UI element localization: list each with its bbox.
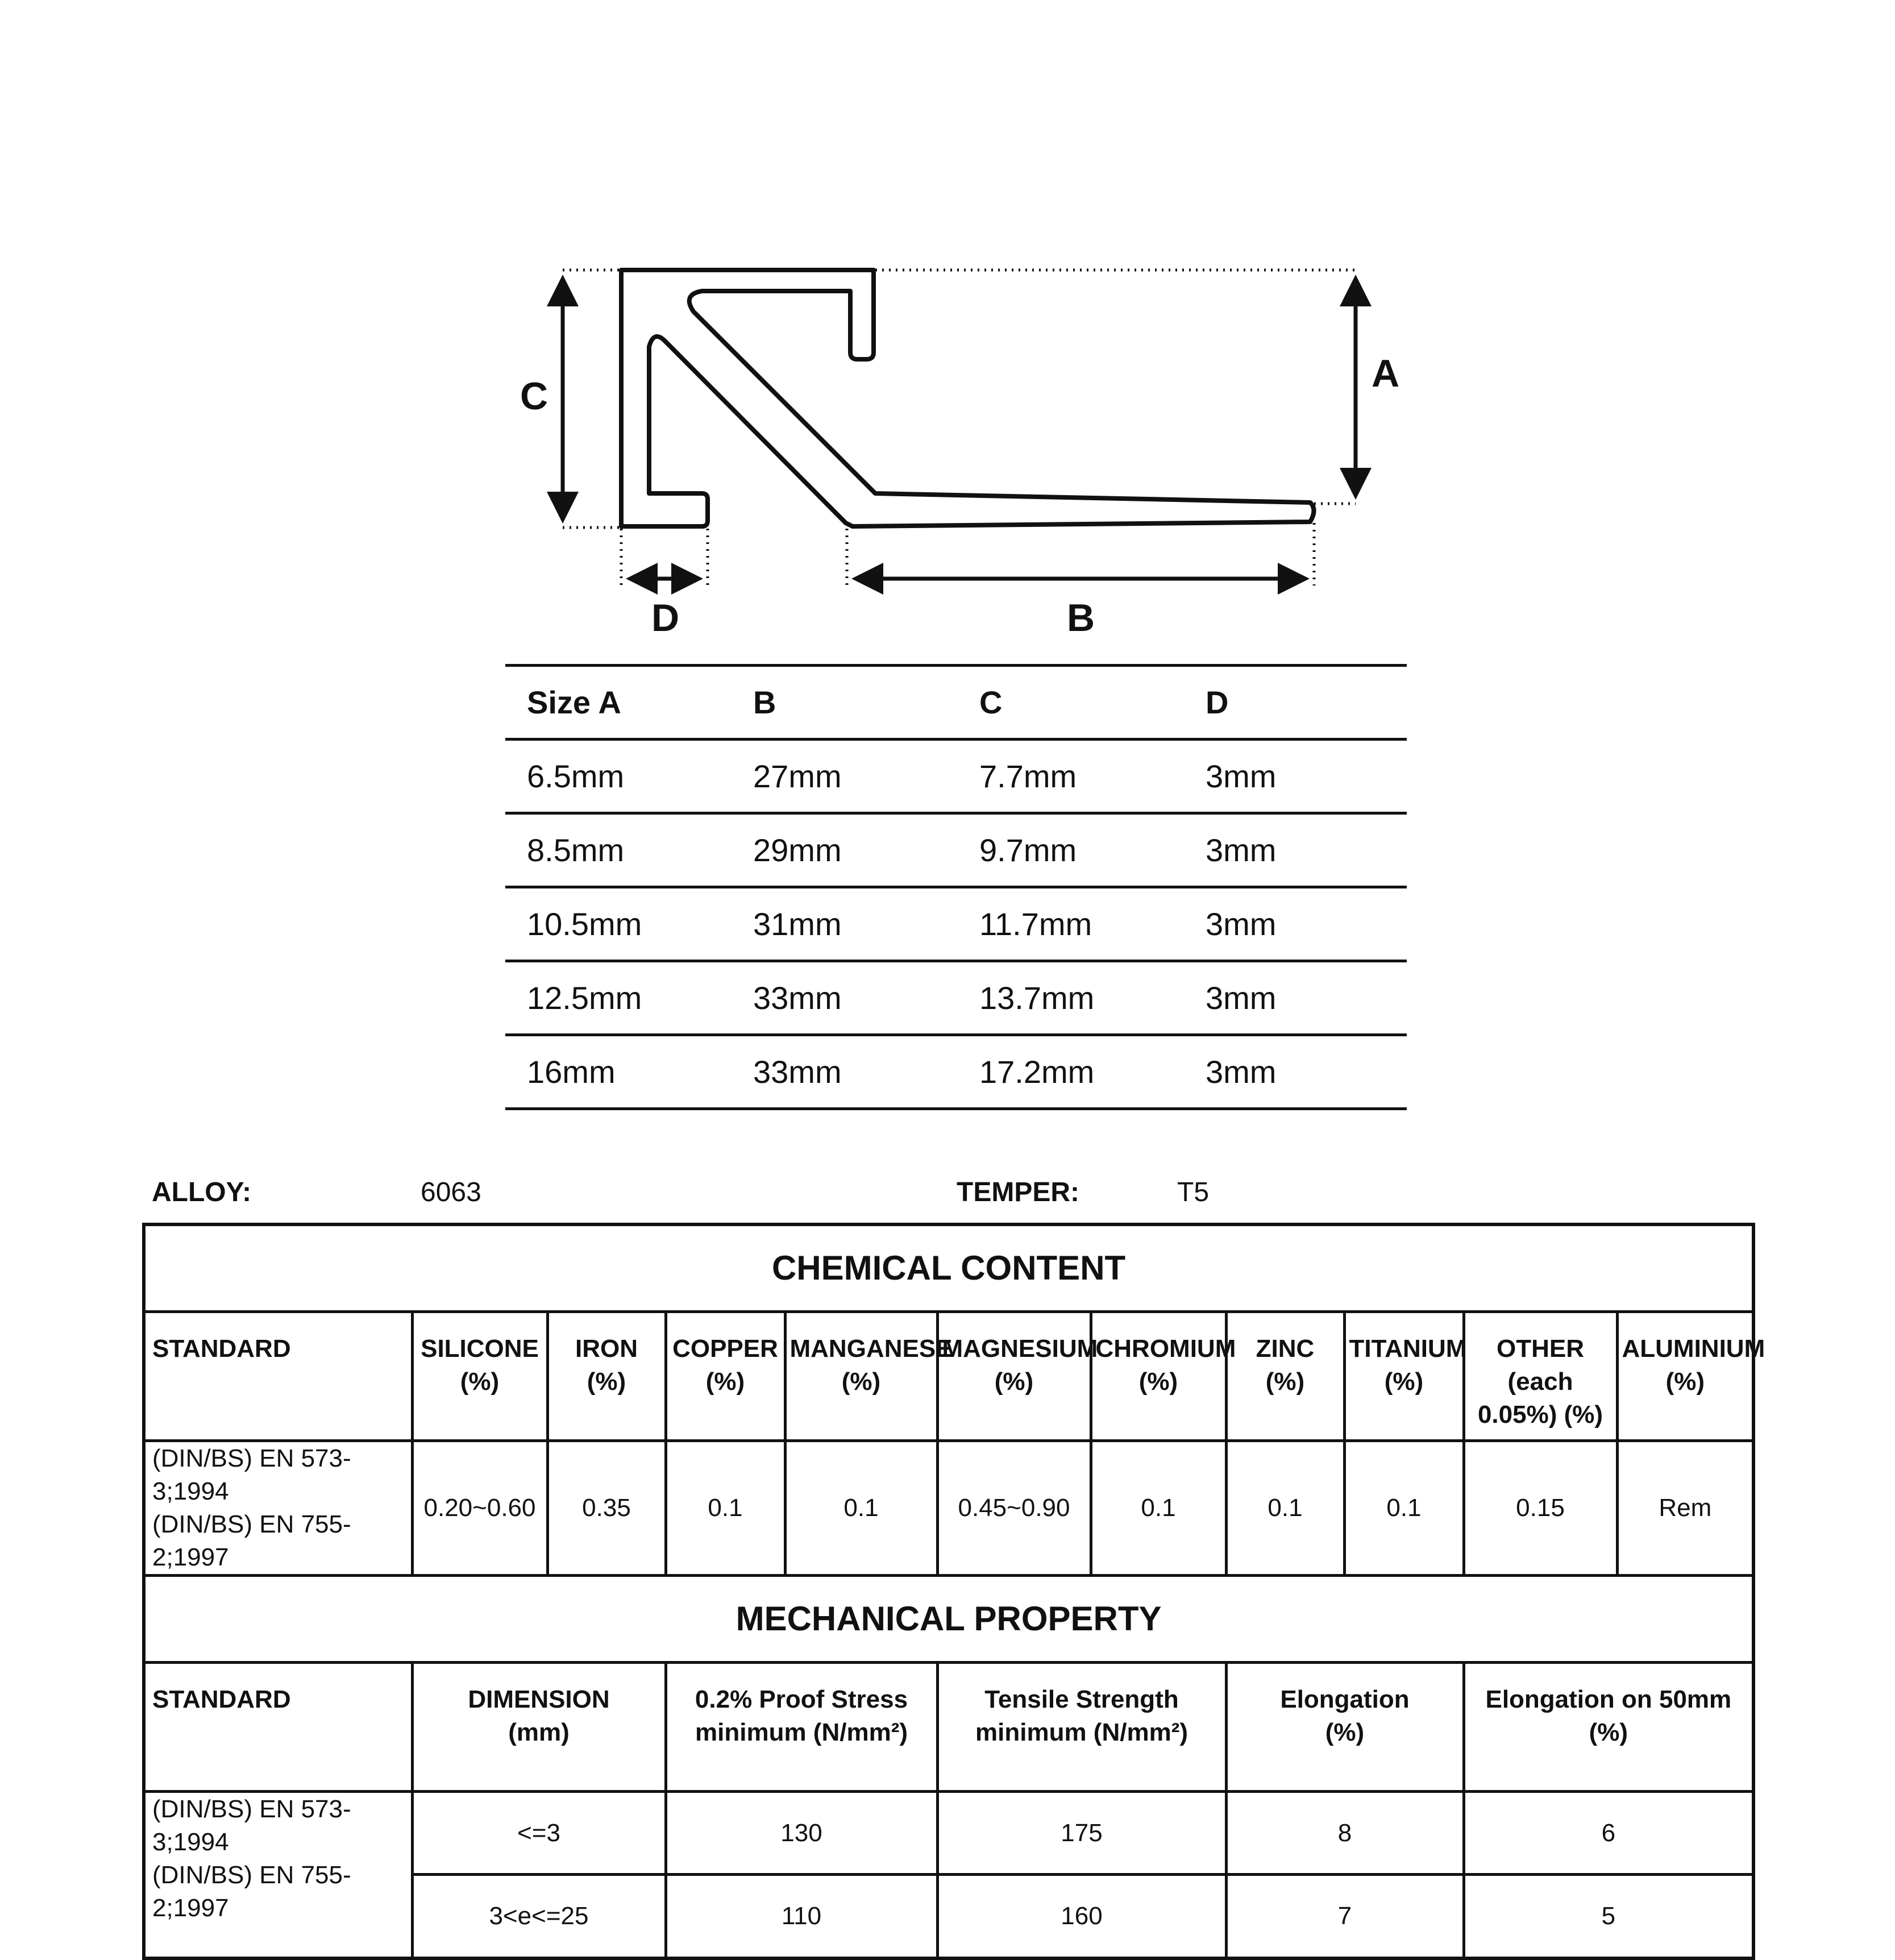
cell-d: 3mm [1184, 740, 1407, 813]
chemical-standard-cell: (DIN/BS) EN 573-3;1994 (DIN/BS) EN 755-2;1997 [144, 1441, 412, 1576]
cell-d: 3mm [1184, 961, 1407, 1035]
cell-size-a: 10.5mm [505, 887, 732, 961]
header-silicone: SILICONE (%) [412, 1312, 547, 1441]
cell-c: 7.7mm [958, 740, 1184, 813]
header-b: B [732, 666, 958, 740]
value-proof-stress: 110 [666, 1875, 937, 1958]
spec-table [142, 1223, 1765, 1960]
header-chromium: CHROMIUM (%) [1091, 1312, 1226, 1441]
cell-d: 3mm [1184, 1035, 1407, 1109]
size-table [505, 664, 1407, 1110]
cell-b: 31mm [732, 887, 958, 961]
value-copper: 0.1 [666, 1441, 785, 1576]
table-row [505, 1035, 1407, 1109]
table-row [505, 813, 1407, 887]
chemical-value-row [144, 1441, 1753, 1576]
alloy-label: ALLOY: [152, 1177, 252, 1207]
value-dimension: <=3 [412, 1792, 666, 1875]
value-elongation-50mm: 6 [1464, 1792, 1753, 1875]
header-dimension: DIMENSION (mm) [412, 1663, 666, 1792]
value-elongation-50mm: 5 [1464, 1875, 1753, 1958]
chemical-standard-header: STANDARD [144, 1312, 412, 1441]
cell-size-a: 6.5mm [505, 740, 732, 813]
label-c: C [520, 375, 548, 418]
mechanical-value-row [144, 1792, 1753, 1875]
mechanical-property-title: MECHANICAL PROPERTY [144, 1576, 1753, 1663]
value-tensile-strength: 175 [937, 1792, 1226, 1875]
header-proof-stress: 0.2% Proof Stress minimum (N/mm²) [666, 1663, 937, 1792]
label-b: B [1067, 596, 1095, 640]
chemical-content-title: CHEMICAL CONTENT [144, 1224, 1753, 1312]
cell-c: 13.7mm [958, 961, 1184, 1035]
value-elongation: 7 [1226, 1875, 1464, 1958]
header-elongation: Elongation (%) [1226, 1663, 1464, 1792]
temper-value: T5 [1177, 1177, 1210, 1207]
value-magnesium: 0.45~0.90 [937, 1441, 1091, 1576]
header-manganese: MANGANESE (%) [785, 1312, 937, 1441]
profile-outline [621, 270, 1314, 526]
profile-diagram [0, 0, 1895, 654]
header-titanium: TITANIUM (%) [1344, 1312, 1464, 1441]
header-tensile-strength: Tensile Strength minimum (N/mm²) [937, 1663, 1226, 1792]
header-iron: IRON (%) [547, 1312, 666, 1441]
value-zinc: 0.1 [1226, 1441, 1344, 1576]
table-row [505, 887, 1407, 961]
header-other: OTHER (each 0.05%) (%) [1464, 1312, 1617, 1441]
header-c: C [958, 666, 1184, 740]
value-elongation: 8 [1226, 1792, 1464, 1875]
cell-size-a: 8.5mm [505, 813, 732, 887]
alloy-value: 6063 [421, 1177, 481, 1207]
value-manganese: 0.1 [785, 1441, 937, 1576]
header-copper: COPPER (%) [666, 1312, 785, 1441]
size-table-header [505, 666, 1407, 740]
chemical-header-row [144, 1312, 1753, 1441]
cell-d: 3mm [1184, 887, 1407, 961]
value-aluminium: Rem [1617, 1441, 1753, 1576]
extension-lines [563, 270, 1356, 585]
cell-c: 9.7mm [958, 813, 1184, 887]
cell-b: 27mm [732, 740, 958, 813]
value-tensile-strength: 160 [937, 1875, 1226, 1958]
cell-b: 33mm [732, 1035, 958, 1109]
cell-b: 29mm [732, 813, 958, 887]
header-zinc: ZINC (%) [1226, 1312, 1344, 1441]
value-silicone: 0.20~0.60 [412, 1441, 547, 1576]
value-dimension: 3<e<=25 [412, 1875, 666, 1958]
value-chromium: 0.1 [1091, 1441, 1226, 1576]
mechanical-standard-header: STANDARD [144, 1663, 412, 1792]
cell-size-a: 16mm [505, 1035, 732, 1109]
value-iron: 0.35 [547, 1441, 666, 1576]
mechanical-header-row [144, 1663, 1753, 1792]
label-a: A [1372, 352, 1400, 395]
label-d: D [651, 596, 680, 640]
header-aluminium: ALUMINIUM (%) [1617, 1312, 1753, 1441]
header-magnesium: MAGNESIUM (%) [937, 1312, 1091, 1441]
table-row [505, 740, 1407, 813]
header-size-a: Size A [505, 666, 732, 740]
value-titanium: 0.1 [1344, 1441, 1464, 1576]
mechanical-standard-cell: (DIN/BS) EN 573-3;1994 (DIN/BS) EN 755-2;1997 [144, 1792, 412, 1959]
cell-b: 33mm [732, 961, 958, 1035]
cell-c: 11.7mm [958, 887, 1184, 961]
header-elongation-50mm: Elongation on 50mm (%) [1464, 1663, 1753, 1792]
cell-c: 17.2mm [958, 1035, 1184, 1109]
header-d: D [1184, 666, 1407, 740]
value-proof-stress: 130 [666, 1792, 937, 1875]
cell-size-a: 12.5mm [505, 961, 732, 1035]
cell-d: 3mm [1184, 813, 1407, 887]
temper-label: TEMPER: [957, 1177, 1079, 1207]
table-row [505, 961, 1407, 1035]
value-other: 0.15 [1464, 1441, 1617, 1576]
